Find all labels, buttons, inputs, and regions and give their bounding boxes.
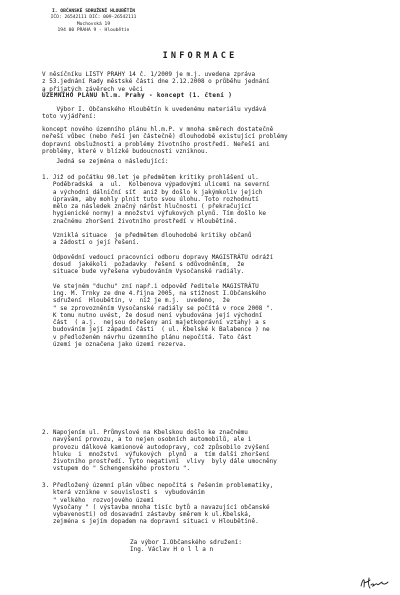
text-line: území je označena jako území rezerva. [42,340,187,348]
text-line: dopravní obslužnosti a problémy životního prostředí. Neřeší ani [42,140,270,148]
text-line: 2. Napojením ul. Průmyslové na Kbelskou došlo ke značnému [42,429,248,436]
text-line: K tomu nutno uvést, že dosud není vybudována její východní [42,311,263,319]
text-line: úpravám, aby mohly plnit tuto svou úlohu. Toto rozhodnutí [42,195,259,203]
text-line: koncept nového územního plánu hl.m.P. v mnoha směrech dostatečně [42,126,274,133]
text-line: hygienické normy) a množství výfukových plynů. Tím došlo ke [42,210,266,218]
item-1 [42,174,366,348]
item-2 [42,429,366,473]
text-line: provozu dálkové kamionové autodopravy, což způsobilo zvýšení [42,443,270,451]
text-line: a přijatých závěrech ve věci [42,85,144,93]
text-line: která vznikne v souvislosti s vybudováním [42,489,205,497]
document-title: INFORMACE [162,51,238,61]
organization-stamp [46,9,141,35]
text-line: v předloženém návrhu územního plánu nepočítá. Tato část [42,333,252,341]
text-line: ing. M. Trnky ze dne 4.října 2005, na stížnost I.Občanského [42,290,266,297]
text-line: V něsíčníku LISTY PRAHY 14 č. 1/2009 je m.j. uvedena zpráva [42,71,256,78]
text-line: a žádostí o její řešení. [42,239,140,247]
text-line: vstupem do " Schengenského prostoru ". [42,465,191,473]
text-line: mělo za následek značný nárůst hlučnosti ( překračující [42,203,252,210]
text-line: životního prostředí. Tyto negativní vlivy byly dále umocněny [42,458,277,465]
text-line [42,276,366,283]
text-line: Vysočany " ( výstavba mnoha tisíc bytů a navazující občanské [42,503,270,511]
text-line: toto vyjádření: [42,113,97,121]
text-line: zejména s jejím dopadem na dopravní situaci v Hloubětíně. [42,518,259,526]
text-line: a východní dálniční síť aniž by došlo k jakýmkoliv jejich [42,188,263,196]
intro-paragraph [42,71,366,93]
text-line: z 53.jednání Rady městské části dne 2.12.2008 o průběhu jednání [42,78,270,86]
stamp-line-1: I. OBČANSKÉ SDRUŽENÍ HLOUBĚTÍN [52,9,135,14]
statement-paragraph [42,126,366,155]
text-line: 1. Již od počátku 90.let je předmětem kritiky prohlášení ul. [42,174,259,181]
list-intro [42,158,366,165]
stamp-line-4: 194 00 PRAHA 9 - Hloubětín [57,28,130,34]
subject-heading [42,92,366,99]
text-line: navýšení provozu, a to nejen osobních automobilů, ale i [42,436,252,444]
text-line: vybavenosti) od dosavadní zástavby směrem k ul.Kbelská, [42,511,252,518]
text-line: " velkého rozvojového území [42,496,154,504]
signature-block [130,539,400,554]
text-line: Poděbradská a ul. Kolbenova výpadovými ulicemi na severní [42,181,270,189]
item-3 [42,482,366,526]
text-line: neřeší vůbec (nebo řeší jen částečně) dlouhodobě existující problémy [42,133,288,141]
text-line: dosud jakékoli požadavky řešení s odůvodněním, že [42,261,245,268]
text-line: situace bude vyřešena vybudováním Vysočanské radiály. [42,268,245,276]
text-line: " se zprovozněním Vysočanské radiály se počítá v roce 2008 ". [42,304,274,312]
text-line: ÚZEMNÍHO PLÁNU hl.m. Prahy - koncept (1. čtení ) [42,92,233,99]
text-line: Ing. Václav H o l l a n [130,546,214,554]
stamp-line-3: Mochovská 19 [76,21,111,27]
committee-statement [42,106,366,121]
text-line: sdružení Hloubětín, v níž je m.j. uvedeno, že [42,297,230,305]
text-line: Za výbor I.Občanského sdružení: [130,539,242,546]
text-line: Výbor I. Občanského Hloubětín k uvedenému materiálu vydává [42,106,266,113]
text-line: 3. Předložený územní plán vůbec nepočítá s řešením problematiky, [42,482,274,489]
text-line: Jedná se zejména o následující: [42,158,169,165]
text-line: značnému zhoršení životního prostředí v Hloubětíně. [42,217,238,225]
stamp-line-2: IČO: 26542111 DIČ: 009-26542111 [50,15,137,21]
text-line: část ( a.j. nejsou dořešeny ani majetkoprávní vztahy) a s [42,319,266,326]
text-line [42,247,366,254]
text-line: Ve stejném "duchu" zní např.i odpověď ředitele MAGISTRÁTU [42,282,259,290]
text-line: Vzniklá situace je předmětem dlouhodobé kritiky občanů [42,232,252,239]
text-line: budováním její západní části ( ul. Kbelské k Balabence ) ne [42,326,270,334]
handwritten-signature [358,574,390,592]
text-line: problémy, které v blízké budoucnosti vzniknou. [42,147,209,155]
text-line: Odpovědní vedoucí pracovníci odboru dopravy MAGISTRÁTU odráží [42,253,274,261]
text-line: hluku i množství výfukových plynů a tím další zhoršení [42,450,270,458]
text-line [42,225,366,232]
